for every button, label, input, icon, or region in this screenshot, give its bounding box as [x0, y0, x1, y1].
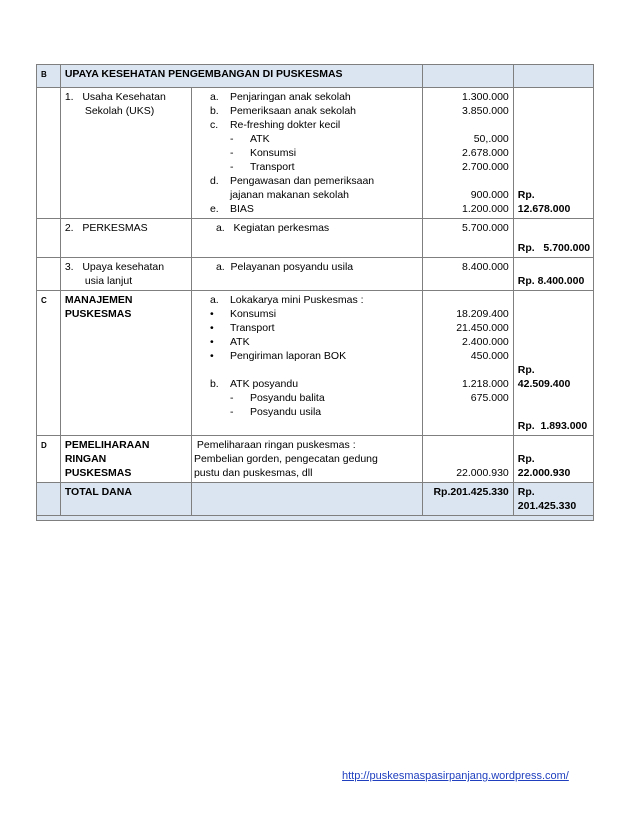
bullet-item: • Pengiriman laporan BOK: [209, 350, 347, 362]
amount: 21.450.000: [456, 322, 509, 334]
list-item: e. BIAS: [209, 203, 254, 215]
list-item: b. ATK posyandu: [209, 378, 299, 390]
total-row: [37, 483, 594, 516]
section-title: UPAYA KESEHATAN PENGEMBANGAN DI PUSKESMAS: [60, 65, 422, 88]
section-d-row: [37, 436, 594, 483]
amount: 675.000: [470, 392, 509, 404]
amount: 1.218.000: [462, 378, 509, 390]
subtotal: Rp. 22.000.930: [517, 453, 571, 479]
sub-list-item: - Transport: [229, 161, 295, 173]
amount: 1.300.000: [462, 91, 509, 103]
amount: 3.850.000: [462, 105, 509, 117]
activity: a. Pelayanan posyandu usila: [215, 261, 354, 273]
amount: 1.200.000: [462, 203, 509, 215]
list-item: a. Lokakarya mini Puskesmas :: [209, 294, 364, 306]
description-cont: pustu dan puskesmas, dll: [193, 467, 313, 479]
total-amount: Rp.201.425.330: [422, 483, 513, 516]
bullet-icon: •: [209, 350, 214, 362]
amount: 2.400.000: [462, 336, 509, 348]
bullet-icon: •: [209, 308, 214, 320]
section-code: D: [41, 441, 47, 450]
description: Pemeliharaan ringan puskesmas :: [193, 439, 356, 451]
budget-table: [36, 64, 594, 521]
subtotal: Rp. 8.400.000: [517, 275, 585, 287]
bullet-icon: •: [209, 336, 214, 348]
list-item-cont: jajanan makanan sekolah: [229, 189, 350, 201]
list-item: d. Pengawasan dan pemeriksaan: [209, 175, 375, 187]
program-name: 1. Usaha Kesehatan: [64, 91, 166, 103]
total-label: TOTAL DANA: [60, 483, 191, 516]
perkesmas-row: [37, 219, 594, 258]
usila-row: [37, 258, 594, 291]
amount: 18.209.400: [456, 308, 509, 320]
list-item: c. Re-freshing dokter kecil: [209, 119, 341, 131]
footer-link[interactable]: http://puskesmaspasirpanjang.wordpress.com/: [342, 770, 569, 782]
grand-total: Rp. 201.425.330: [513, 483, 593, 516]
subtotal: Rp. 12.678.000: [517, 189, 571, 215]
bullet-item: • Konsumsi: [209, 308, 277, 320]
amount: 900.000: [470, 189, 509, 201]
amount: 2.700.000: [462, 161, 509, 173]
uks-row: [37, 88, 594, 219]
section-title-cont: PUSKESMAS: [64, 467, 132, 479]
list-item: a. Penjaringan anak sekolah: [209, 91, 351, 103]
section-code: C: [41, 296, 47, 305]
subtotal: Rp. 42.509.400: [517, 364, 571, 390]
section-title-cont: PUSKESMAS: [64, 308, 132, 320]
list-item: b. Pemeriksaan anak sekolah: [209, 105, 357, 117]
sub-list-item: - Konsumsi: [229, 147, 297, 159]
section-c-row: [37, 291, 594, 436]
program-name-cont: Sekolah (UKS): [84, 105, 155, 117]
sub-list-item: - Posyandu balita: [229, 392, 325, 404]
sub-list-item: - ATK: [229, 133, 270, 145]
subtotal: Rp. 1.893.000: [517, 420, 588, 432]
amount: 50,.000: [473, 133, 509, 145]
program-name-cont: usia lanjut: [84, 275, 133, 287]
bullet-item: • Transport: [209, 322, 275, 334]
activity: a. Kegiatan perkesmas: [215, 222, 330, 234]
section-code: B: [41, 70, 47, 79]
section-title: MANAJEMEN: [64, 294, 133, 306]
section-title-cont: RINGAN: [64, 453, 107, 465]
bullet-item: • ATK: [209, 336, 250, 348]
program-name: 2. PERKESMAS: [60, 219, 191, 258]
section-b-header-row: [37, 65, 594, 88]
amount: 22.000.930: [456, 467, 509, 479]
amount: 2.678.000: [462, 147, 509, 159]
sub-list-item: - Posyandu usila: [229, 406, 322, 418]
bullet-icon: •: [209, 322, 214, 334]
amount: 450.000: [470, 350, 509, 362]
amount: 8.400.000: [422, 258, 513, 291]
description-cont: Pembelian gorden, pengecatan gedung: [193, 453, 378, 465]
subtotal: Rp. 5.700.000: [517, 242, 591, 254]
section-title: PEMELIHARAAN: [64, 439, 150, 451]
amount: 5.700.000: [422, 219, 513, 258]
program-name: 3. Upaya kesehatan: [64, 261, 165, 273]
